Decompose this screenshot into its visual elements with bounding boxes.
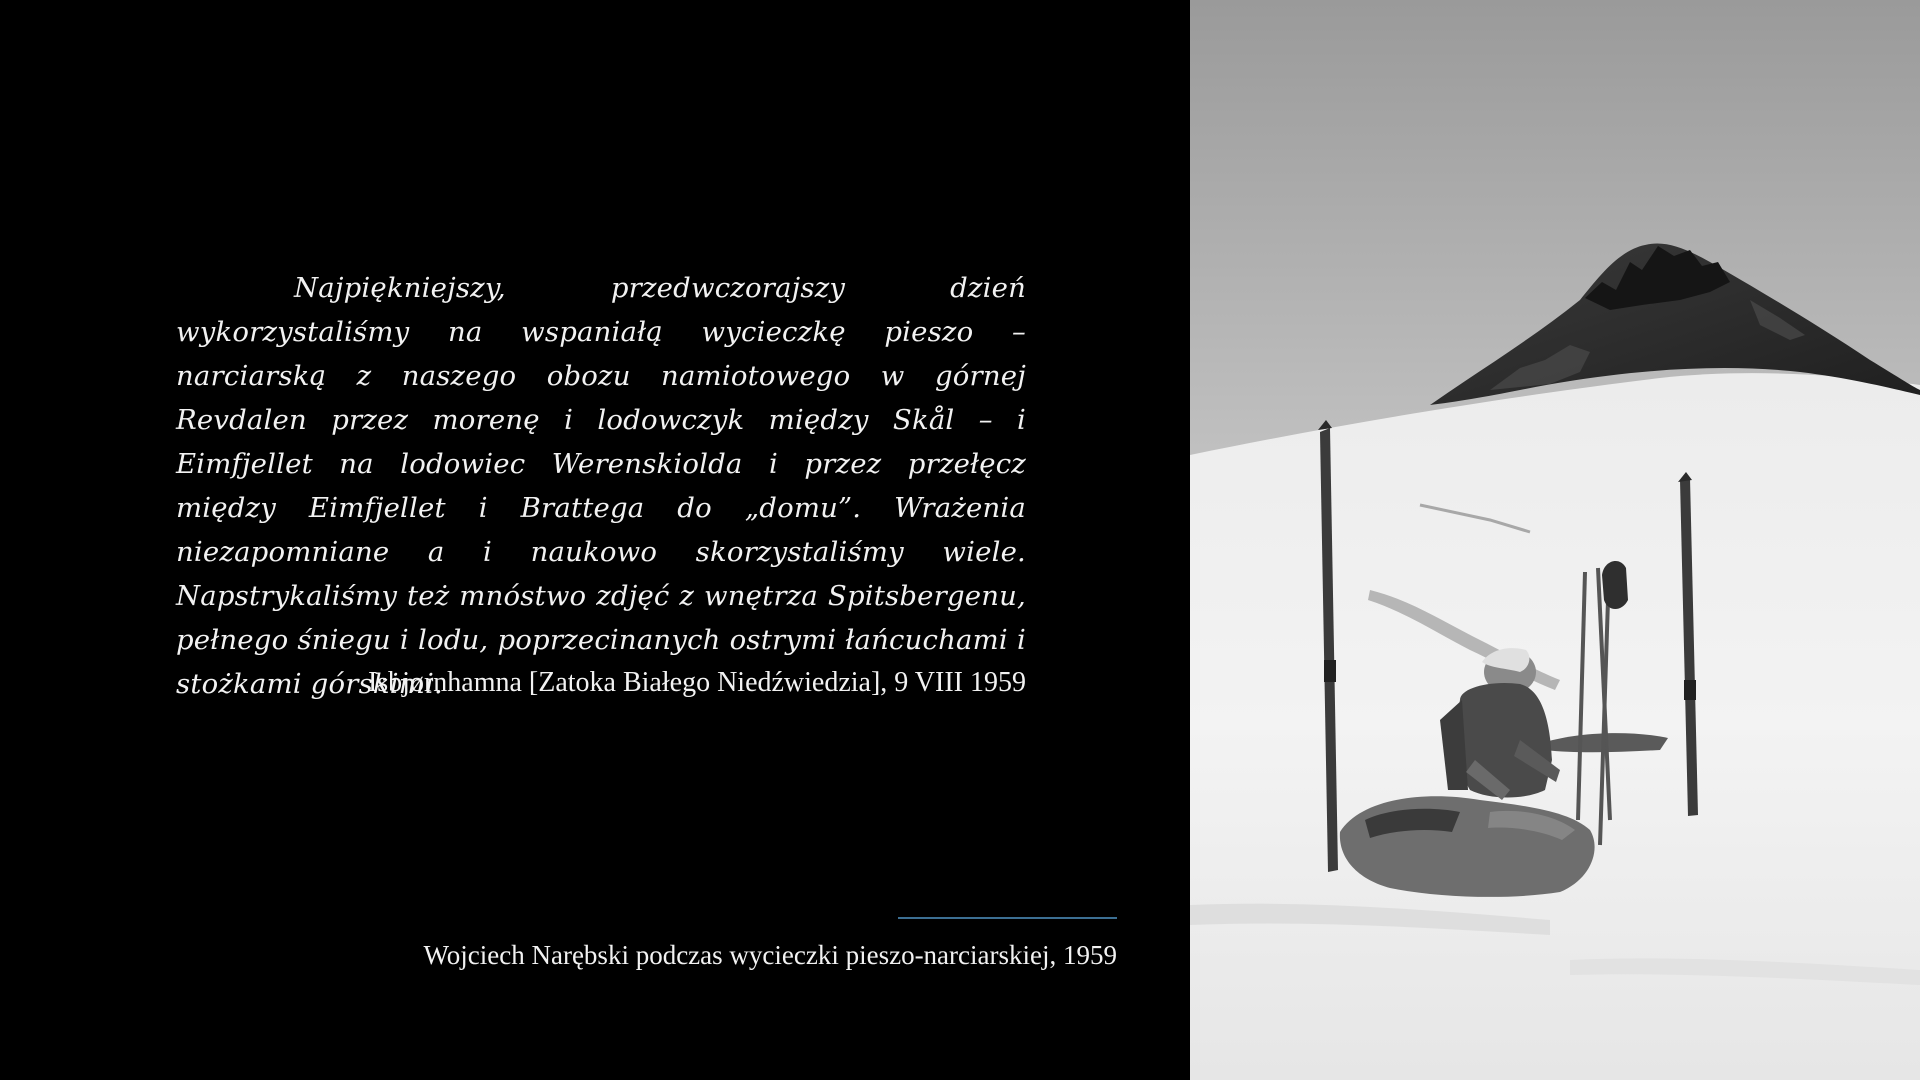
mitten	[1602, 561, 1628, 609]
caption-divider	[898, 917, 1117, 919]
quote-source: Isbjørnhamna [Zatoka Białego Niedźwiedzia], 9 VIII 1959	[367, 667, 1026, 698]
photo-caption: Wojciech Narębski podczas wycieczki pieszo-narciarskiej, 1959	[423, 940, 1117, 970]
archival-photo	[1190, 0, 1920, 1080]
photo-illustration	[1190, 0, 1920, 1080]
diary-quote: Najpiękniejszy, przedwczorajszy dzień wykorzystaliśmy na wspaniałą wycieczkę pieszo – narciarską z naszego obozu namiotowego w górnej Revdalen przez morenę i lodowczyk między Skål – i Eimfjellet na lodowiec Werenskiolda i przez przełęcz między Eimfjellet i Brattega do „domu”. Wrażenia niezapomniane a i naukowo skorzystaliśmy wiele. Napstrykaliśmy też mnóstwo zdjęć z wnętrza Spitsbergenu, pełnego śniegu i lodu, poprzecinanych ostrymi łańcuchami i stożkami górskimi.	[176, 272, 1026, 700]
